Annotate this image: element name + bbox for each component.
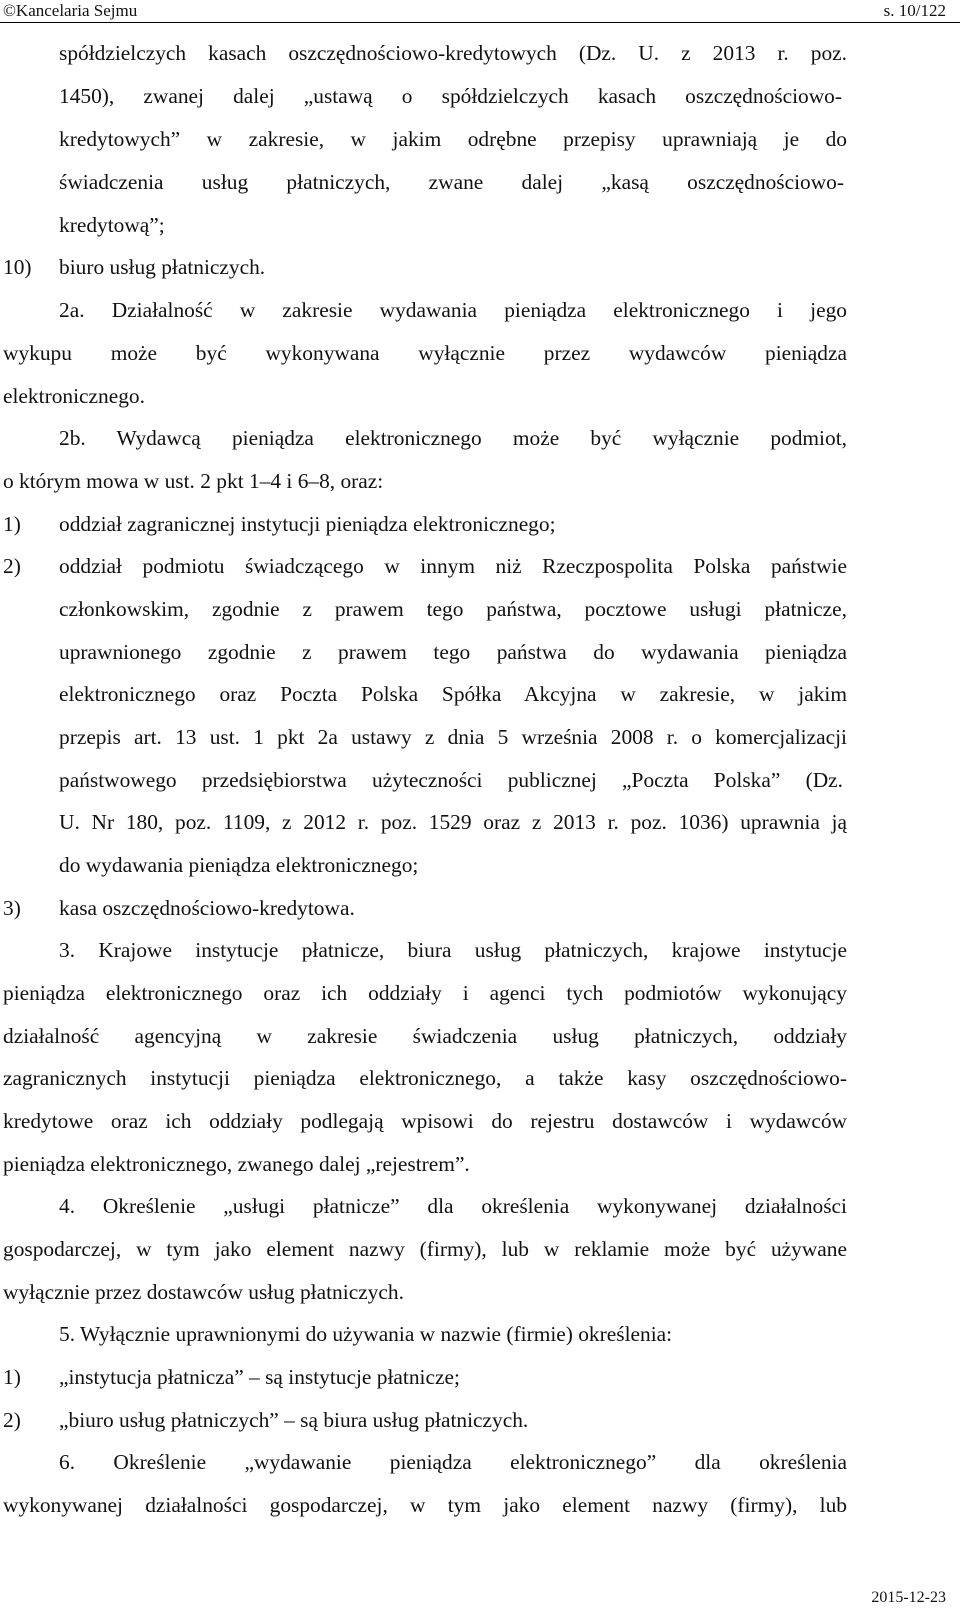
text-line: wykonywanej działalności gospodarczej, w tym jako element nazwy (firmy), lub	[3, 1493, 847, 1517]
text-line: kredytowych” w zakresie, w jakim odrębne przepisy uprawniają je do	[59, 127, 847, 151]
text-line: wyłącznie przez dostawców usług płatniczych.	[3, 1280, 404, 1304]
text-line: kredytową”;	[59, 213, 165, 237]
text-line: przepis art. 13 ust. 1 pkt 2a ustawy z dnia 5 września 2008 r. o komercjalizacji	[59, 725, 847, 749]
text-line: oddział zagranicznej instytucji pieniądza elektronicznego;	[59, 512, 556, 536]
text-line: 6. Określenie „wydawanie pieniądza elektronicznego” dla określenia	[59, 1450, 847, 1474]
text-line: zagranicznych instytucji pieniądza elektronicznego, a także kasy oszczędnościowo-	[3, 1066, 847, 1090]
page-header	[0, 0, 960, 23]
list-marker: 1)	[3, 1365, 21, 1389]
list-marker: 2)	[3, 1408, 21, 1432]
text-line: elektronicznego.	[3, 384, 145, 408]
text-line: pieniądza elektronicznego oraz ich oddziały i agenci tych podmiotów wykonujący	[3, 981, 847, 1005]
text-line: państwowego przedsiębiorstwa użyteczności publicznej „Poczta Polska” (Dz.	[59, 768, 843, 792]
list-marker: 1)	[3, 512, 21, 536]
text-line: o którym mowa w ust. 2 pkt 1–4 i 6–8, oraz:	[3, 469, 384, 493]
text-line: uprawnionego zgodnie z prawem tego państwa do wydawania pieniądza	[59, 640, 847, 664]
text-line: oddział podmiotu świadczącego w innym niż Rzeczpospolita Polska państwie	[59, 554, 847, 578]
text-line: 2a. Działalność w zakresie wydawania pieniądza elektronicznego i jego	[59, 298, 847, 322]
text-line: działalność agencyjną w zakresie świadczenia usług płatniczych, oddziały	[3, 1024, 847, 1048]
text-line: 1450), zwanej dalej „ustawą o spółdzielczych kasach oszczędnościowo-	[59, 84, 842, 108]
text-line: U. Nr 180, poz. 1109, z 2012 r. poz. 1529 oraz z 2013 r. poz. 1036) uprawnia ją	[59, 810, 847, 834]
text-line: świadczenia usług płatniczych, zwane dalej „kasą oszczędnościowo-	[59, 170, 844, 194]
text-line: „biuro usług płatniczych” – są biura usług płatniczych.	[59, 1408, 529, 1432]
header-copyright: ©Kancelaria Sejmu	[3, 1, 138, 20]
footer-date: 2015-12-23	[871, 1589, 946, 1606]
text-line: 2b. Wydawcą pieniądza elektronicznego może być wyłącznie podmiot,	[59, 426, 847, 450]
text-line: „instytucja płatnicza” – są instytucje płatnicze;	[59, 1365, 460, 1389]
text-line: członkowskim, zgodnie z prawem tego państwa, pocztowe usługi płatnicze,	[59, 597, 847, 621]
text-line: wykupu może być wykonywana wyłącznie przez wydawców pieniądza	[3, 341, 847, 365]
text-line: spółdzielczych kasach oszczędnościowo-kredytowych (Dz. U. z 2013 r. poz.	[59, 41, 847, 65]
text-line: gospodarczej, w tym jako element nazwy (firmy), lub w reklamie może być używane	[3, 1237, 847, 1261]
text-line: do wydawania pieniądza elektronicznego;	[59, 853, 419, 877]
text-line: pieniądza elektronicznego, zwanego dalej „rejestrem”.	[3, 1152, 470, 1176]
list-marker: 10)	[3, 255, 32, 279]
text-line: biuro usług płatniczych.	[59, 255, 266, 279]
text-line: kasa oszczędnościowo-kredytowa.	[59, 896, 355, 920]
text-line: elektronicznego oraz Poczta Polska Spółka Akcyjna w zakresie, w jakim	[59, 682, 847, 706]
text-line: 4. Określenie „usługi płatnicze” dla określenia wykonywanej działalności	[59, 1194, 847, 1218]
list-marker: 3)	[3, 896, 21, 920]
text-line: 3. Krajowe instytucje płatnicze, biura usług płatniczych, krajowe instytucje	[59, 938, 847, 962]
list-marker: 2)	[3, 554, 21, 578]
text-line: kredytowe oraz ich oddziały podlegają wpisowi do rejestru dostawców i wydawców	[3, 1109, 847, 1133]
text-line: 5. Wyłącznie uprawnionymi do używania w nazwie (firmie) określenia:	[59, 1322, 673, 1346]
header-page-number: s. 10/122	[883, 1, 946, 20]
